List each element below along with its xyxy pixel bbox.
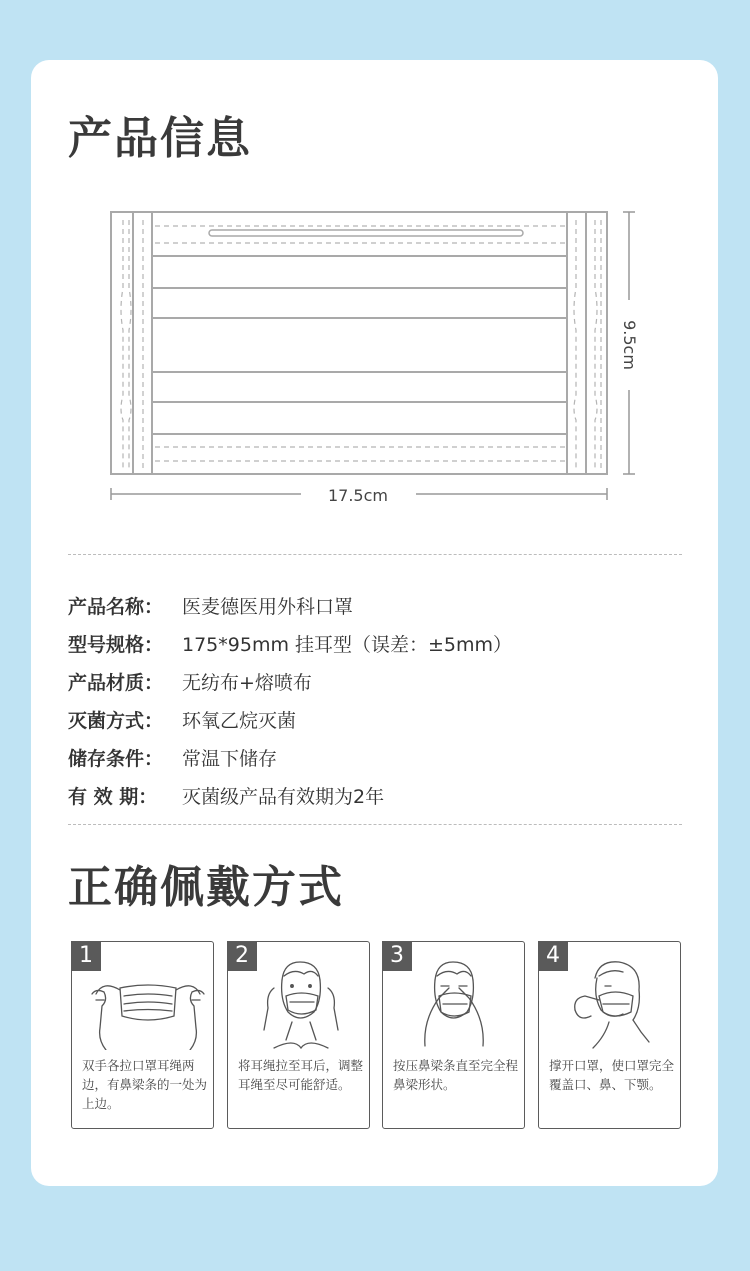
info-value: 医麦德医用外科口罩 bbox=[182, 595, 354, 618]
info-value: 常温下储存 bbox=[182, 747, 278, 770]
info-key: 产品名称： bbox=[68, 595, 164, 618]
content-card bbox=[31, 60, 718, 1186]
info-row-storage bbox=[68, 738, 512, 776]
wearing-steps bbox=[71, 941, 683, 1131]
wearing-title: 正确佩戴方式 bbox=[68, 862, 344, 913]
width-label: 17.5cm bbox=[327, 486, 389, 505]
product-info-title: 产品信息 bbox=[68, 113, 252, 164]
info-value: 无纺布+熔喷布 bbox=[182, 671, 312, 694]
info-row-name bbox=[68, 586, 512, 624]
info-value: 环氧乙烷灭菌 bbox=[182, 709, 297, 732]
info-key: 产品材质： bbox=[68, 671, 164, 694]
step-text: 按压鼻梁条直至完全程鼻梁形状。 bbox=[393, 1058, 519, 1092]
step-card-4 bbox=[538, 941, 681, 1129]
step-card-2 bbox=[227, 941, 370, 1129]
divider-bottom bbox=[68, 824, 682, 825]
height-label: 9.5cm bbox=[620, 320, 639, 370]
info-value: 175*95mm 挂耳型（误差：±5mm） bbox=[182, 633, 513, 656]
info-value: 灭菌级产品有效期为2年 bbox=[182, 785, 385, 808]
step-card-1 bbox=[71, 941, 214, 1129]
info-row-spec bbox=[68, 624, 512, 662]
step-text: 撑开口罩，使口罩完全覆盖口、鼻、下颚。 bbox=[549, 1058, 675, 1092]
mask-dimension-diagram bbox=[31, 60, 718, 530]
divider-top bbox=[68, 554, 682, 555]
step-text: 双手各拉口罩耳绳两边，有鼻梁条的一处为上边。 bbox=[82, 1058, 208, 1111]
info-key: 灭菌方式： bbox=[68, 709, 164, 732]
info-row-material bbox=[68, 662, 512, 700]
info-key: 有 效 期： bbox=[68, 785, 158, 808]
step-number: 2 bbox=[227, 941, 257, 971]
info-key: 储存条件： bbox=[68, 747, 164, 770]
step-text: 将耳绳拉至耳后，调整耳绳至尽可能舒适。 bbox=[238, 1058, 364, 1092]
step-number: 1 bbox=[71, 941, 101, 971]
step-number: 4 bbox=[538, 941, 568, 971]
info-row-validity bbox=[68, 776, 512, 814]
step-card-3 bbox=[382, 941, 525, 1129]
info-row-sterilization bbox=[68, 700, 512, 738]
info-key: 型号规格： bbox=[68, 633, 164, 656]
nose-wire bbox=[209, 230, 523, 236]
step-number: 3 bbox=[382, 941, 412, 971]
product-info-list bbox=[68, 586, 512, 814]
